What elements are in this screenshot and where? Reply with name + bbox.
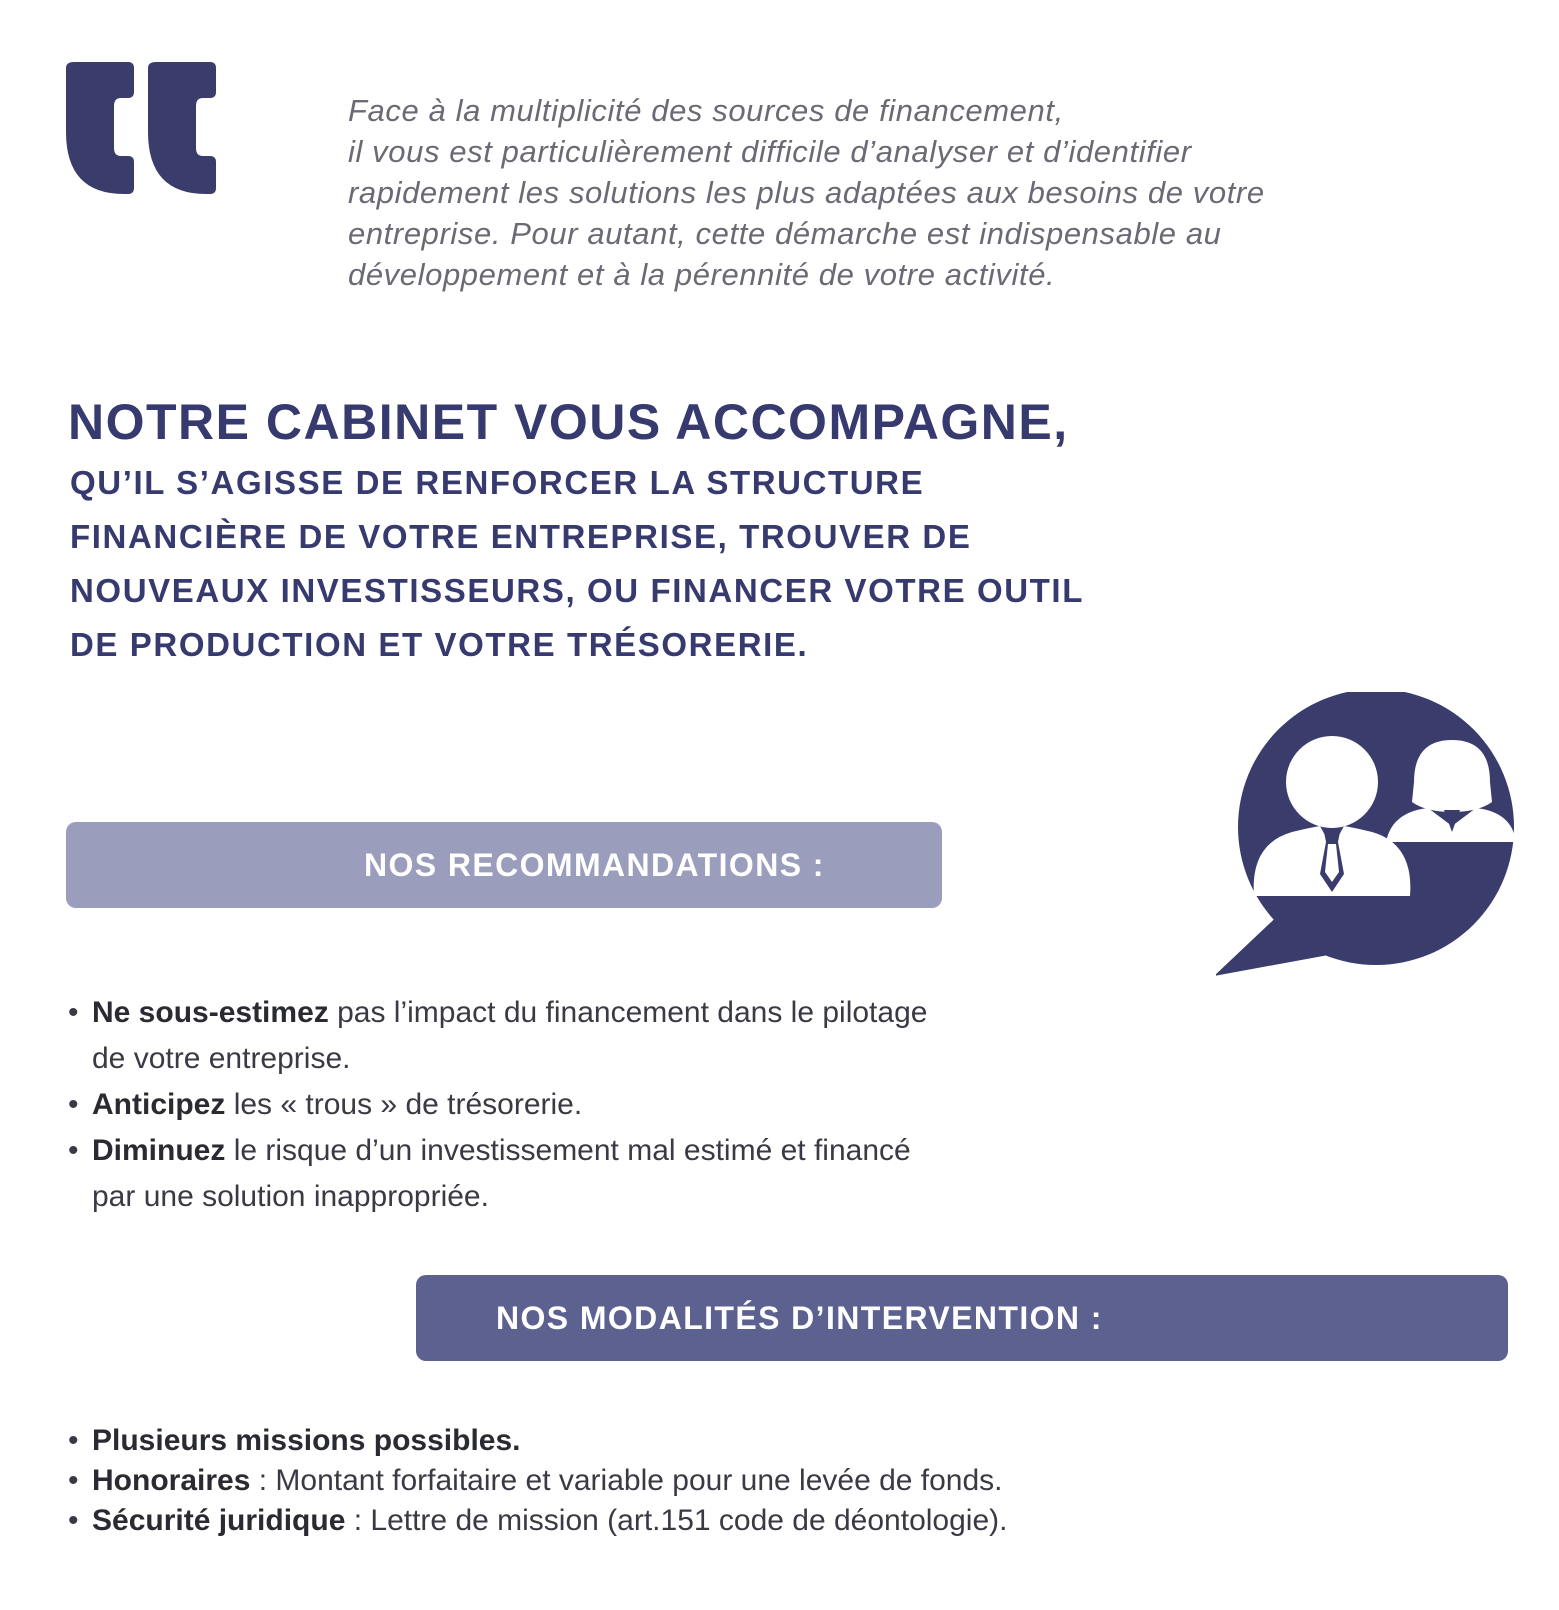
item-bold: Plusieurs missions possibles. (92, 1424, 521, 1457)
item-bold: Anticipez (92, 1088, 226, 1121)
quote-mark-icon (66, 62, 216, 202)
subheading (70, 456, 1220, 672)
list-item (68, 990, 1168, 1082)
item-text: le risque d’un investissement mal estimé et financé (225, 1134, 911, 1167)
subheading-line: QU’IL S’AGISSE DE RENFORCER LA STRUCTURE (70, 464, 925, 501)
list-item (68, 1461, 1468, 1501)
intro-line: rapidement les solutions les plus adaptées aux besoins de votre (348, 175, 1265, 210)
page-title: NOTRE CABINET VOUS ACCOMPAGNE, (68, 394, 1069, 450)
item-bold: Diminuez (92, 1134, 226, 1167)
subheading-line: FINANCIÈRE DE VOTRE ENTREPRISE, TROUVER DE (70, 518, 972, 555)
list-item (68, 1128, 1168, 1220)
item-text: : Montant forfaitaire et variable pour une levée de fonds. (250, 1464, 1003, 1497)
recommendations-list (68, 990, 1168, 1220)
intro-line: entreprise. Pour autant, cette démarche est indispensable au (348, 216, 1222, 251)
subheading-line: DE PRODUCTION ET VOTRE TRÉSORERIE. (70, 626, 809, 663)
item-continuation: de votre entreprise. (92, 1042, 351, 1075)
item-text: pas l’impact du financement dans le pilotage (328, 996, 928, 1029)
subheading-line: NOUVEAUX INVESTISSEURS, OU FINANCER VOTRE OUTIL (70, 572, 1084, 609)
item-bold: Sécurité juridique (92, 1504, 346, 1537)
recommendations-title: NOS RECOMMANDATIONS : (364, 846, 825, 883)
item-bold: Ne sous-estimez (92, 996, 329, 1029)
recommendations-banner (66, 822, 942, 908)
item-continuation: par une solution inappropriée. (92, 1180, 489, 1213)
modalities-banner (416, 1275, 1508, 1361)
intro-line: il vous est particulièrement difficile d’analyser et d’identifier (348, 134, 1192, 169)
list-item (68, 1421, 1468, 1461)
intro-paragraph (348, 90, 1488, 295)
modalities-title: NOS MODALITÉS D’INTERVENTION : (496, 1299, 1103, 1336)
list-item (68, 1082, 1168, 1128)
intro-line: Face à la multiplicité des sources de financement, (348, 93, 1064, 128)
modalities-list (68, 1421, 1468, 1541)
item-bold: Honoraires (92, 1464, 251, 1497)
people-speech-bubble-icon (1216, 692, 1516, 977)
intro-line: développement et à la pérennité de votre activité. (348, 257, 1056, 292)
list-item (68, 1501, 1468, 1541)
item-text: : Lettre de mission (art.151 code de déontologie). (345, 1504, 1008, 1537)
item-text: les « trous » de trésorerie. (225, 1088, 583, 1121)
